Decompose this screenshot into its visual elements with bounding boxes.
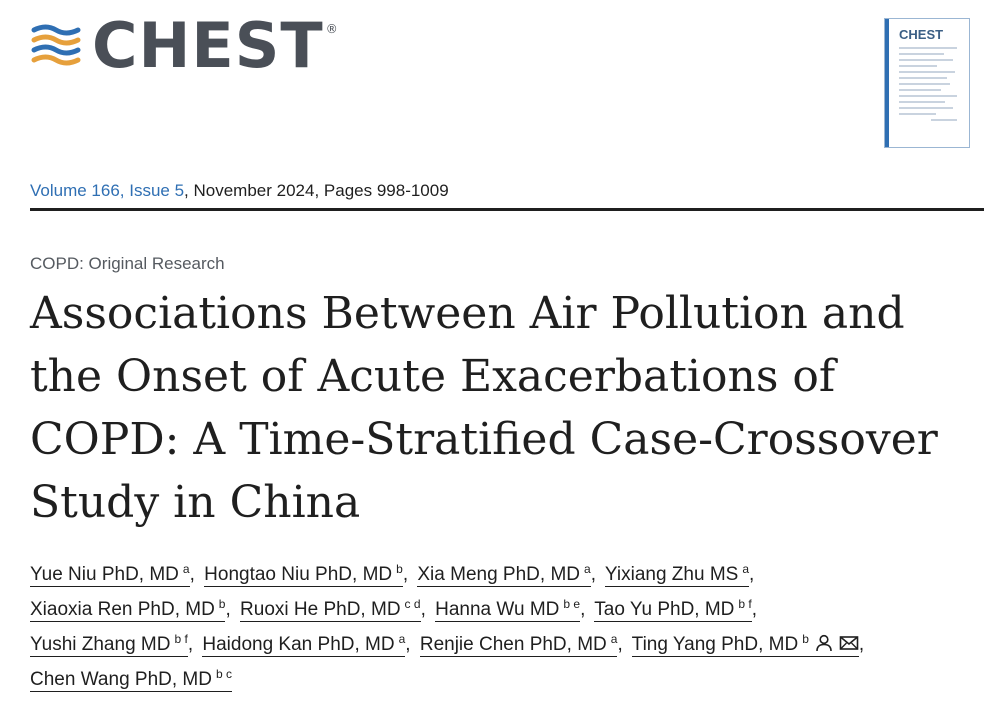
author-link[interactable]: Tao Yu PhD, MD $^{b f}$: [594, 597, 752, 620]
author-link[interactable]: Hongtao Niu PhD, MD $^b$: [204, 562, 403, 585]
author-link[interactable]: Yixiang Zhu MS $^a$: [604, 562, 750, 585]
registered-mark: ®: [325, 22, 338, 36]
chest-logo-icon: [30, 20, 82, 72]
author-link[interactable]: Renjie Chen PhD, MD $^a$: [419, 632, 618, 655]
issue-info: [30, 181, 449, 201]
author-link[interactable]: Ruoxi He PhD, MD $^{c d}$: [240, 597, 421, 620]
article-title: Associations Between Air Pollution and the Onset of Acute Exacerbations of COPD: A Time-Stratified Case-Crossover Study in China: [30, 288, 938, 528]
cover-text-lines: [899, 47, 963, 125]
article-category: COPD: Original Research: [30, 254, 225, 273]
person-icon: [815, 634, 833, 652]
volume-issue-link[interactable]: Volume 166, Issue 5: [30, 181, 185, 200]
author-link[interactable]: Chen Wang PhD, MD $^{b c}$: [30, 667, 232, 690]
cover-strip: [885, 19, 889, 147]
author-link[interactable]: Yushi Zhang MD $^{b f}$: [30, 632, 188, 655]
author-list: Yue Niu PhD, MD $^a$, Hongtao Niu PhD, MD $^b$, Xia Meng PhD, MD $^a$, Yixiang Zhu MS $^a$, Xiaoxia Ren PhD, MD $^b$, Ruoxi He PhD, MD $^{c d}$, Hanna Wu MD $^{b e}$, Tao Yu PhD, MD $^{b f}$, Yushi Zhang MD $^{b f}$, Haidong Kan PhD, MD $^a$, Renjie Chen PhD, MD $^a$, Ting Yang PhD, MD $^b$ , Chen Wang PhD, MD $^{b c}$: [30, 562, 865, 690]
divider: [30, 208, 984, 211]
author-link-corresponding[interactable]: Ting Yang PhD, MD $^b$: [632, 634, 859, 657]
author-link[interactable]: Xiaoxia Ren PhD, MD $^b$: [30, 597, 226, 620]
envelope-icon: [839, 634, 859, 652]
cover-title: CHEST: [899, 27, 944, 42]
author-link[interactable]: Haidong Kan PhD, MD $^a$: [202, 632, 406, 655]
author-link[interactable]: Xia Meng PhD, MD $^a$: [417, 562, 591, 585]
journal-cover-thumbnail[interactable]: [884, 18, 970, 148]
issue-details: , November 2024, Pages 998-1009: [184, 181, 449, 200]
author-link[interactable]: Hanna Wu MD $^{b e}$: [435, 597, 581, 620]
chest-logo[interactable]: [30, 9, 338, 82]
logo-wordmark: CHEST: [92, 9, 324, 82]
author-link[interactable]: Yue Niu PhD, MD $^a$: [30, 562, 190, 585]
